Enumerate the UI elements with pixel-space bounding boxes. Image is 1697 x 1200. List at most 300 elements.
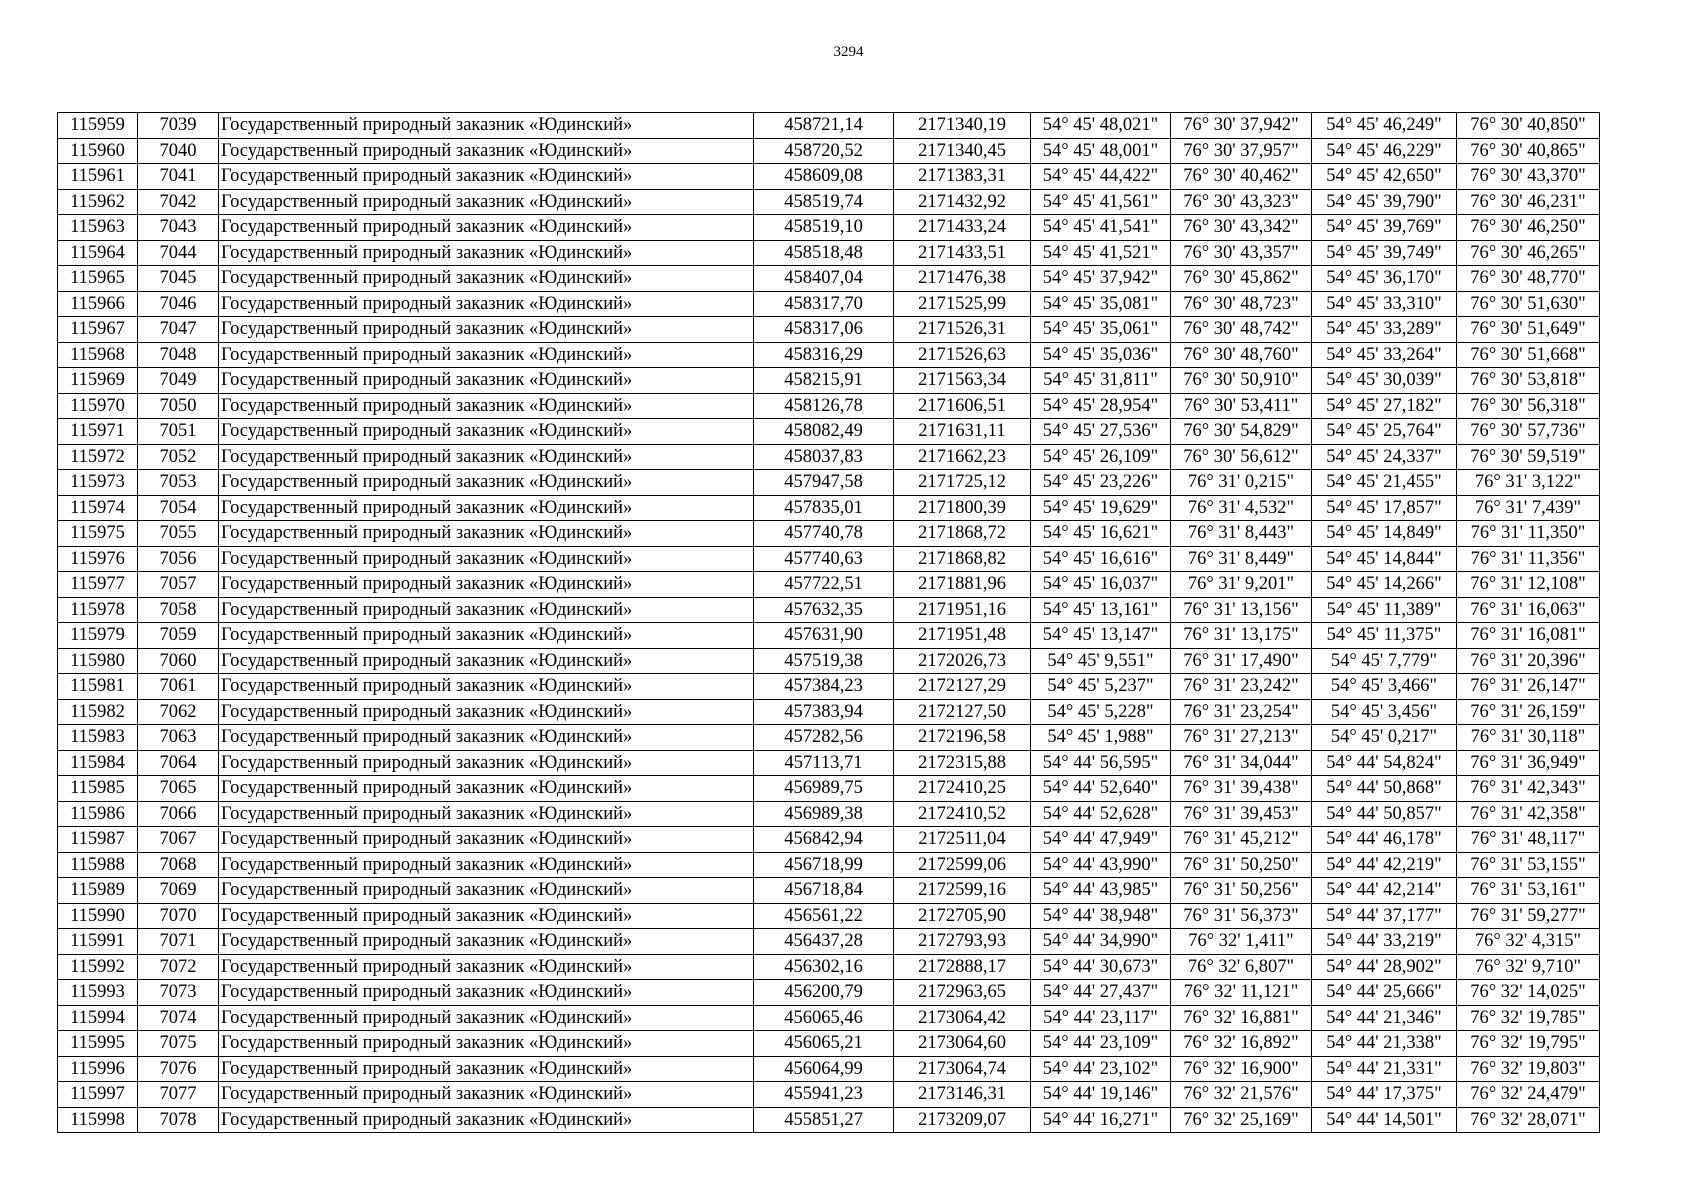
point-number-cell: 7050 xyxy=(138,393,219,419)
longitude-alt-cell: 76° 30' 59,519" xyxy=(1457,444,1600,470)
latitude-alt-cell: 54° 44' 50,857" xyxy=(1312,801,1457,827)
longitude-alt-cell: 76° 32' 14,025" xyxy=(1457,980,1600,1006)
latitude-cell: 54° 44' 16,271" xyxy=(1031,1107,1171,1133)
point-number-cell: 7063 xyxy=(138,725,219,751)
point-id-cell: 115963 xyxy=(58,215,138,241)
longitude-cell: 76° 30' 37,957" xyxy=(1171,138,1312,164)
longitude-alt-cell: 76° 30' 57,736" xyxy=(1457,419,1600,445)
latitude-cell: 54° 45' 48,001" xyxy=(1031,138,1171,164)
longitude-cell: 76° 30' 43,323" xyxy=(1171,189,1312,215)
object-name-cell: Государственный природный заказник «Юдинский» xyxy=(219,1056,754,1082)
point-id-cell: 115981 xyxy=(58,674,138,700)
x-coordinate-cell: 458720,52 xyxy=(754,138,894,164)
object-name-cell: Государственный природный заказник «Юдинский» xyxy=(219,189,754,215)
x-coordinate-cell: 457947,58 xyxy=(754,470,894,496)
latitude-cell: 54° 45' 41,561" xyxy=(1031,189,1171,215)
table-row xyxy=(58,1031,1600,1057)
longitude-alt-cell: 76° 31' 30,118" xyxy=(1457,725,1600,751)
longitude-cell: 76° 32' 11,121" xyxy=(1171,980,1312,1006)
longitude-cell: 76° 32' 21,576" xyxy=(1171,1082,1312,1108)
object-name-cell: Государственный природный заказник «Юдинский» xyxy=(219,495,754,521)
y-coordinate-cell: 2171433,51 xyxy=(894,240,1031,266)
longitude-alt-cell: 76° 31' 7,439" xyxy=(1457,495,1600,521)
point-id-cell: 115989 xyxy=(58,878,138,904)
longitude-alt-cell: 76° 31' 53,161" xyxy=(1457,878,1600,904)
latitude-cell: 54° 45' 35,081" xyxy=(1031,291,1171,317)
latitude-alt-cell: 54° 45' 14,266" xyxy=(1312,572,1457,598)
point-number-cell: 7071 xyxy=(138,929,219,955)
latitude-cell: 54° 45' 48,021" xyxy=(1031,113,1171,139)
longitude-cell: 76° 31' 9,201" xyxy=(1171,572,1312,598)
table-row xyxy=(58,291,1600,317)
y-coordinate-cell: 2172026,73 xyxy=(894,648,1031,674)
point-number-cell: 7068 xyxy=(138,852,219,878)
latitude-cell: 54° 44' 23,117" xyxy=(1031,1005,1171,1031)
latitude-cell: 54° 45' 26,109" xyxy=(1031,444,1171,470)
object-name-cell: Государственный природный заказник «Юдинский» xyxy=(219,699,754,725)
x-coordinate-cell: 457740,63 xyxy=(754,546,894,572)
y-coordinate-cell: 2171951,16 xyxy=(894,597,1031,623)
point-number-cell: 7047 xyxy=(138,317,219,343)
longitude-cell: 76° 31' 13,175" xyxy=(1171,623,1312,649)
object-name-cell: Государственный природный заказник «Юдинский» xyxy=(219,776,754,802)
table-row xyxy=(58,827,1600,853)
longitude-alt-cell: 76° 30' 51,630" xyxy=(1457,291,1600,317)
latitude-cell: 54° 44' 34,990" xyxy=(1031,929,1171,955)
latitude-alt-cell: 54° 44' 42,219" xyxy=(1312,852,1457,878)
longitude-cell: 76° 31' 23,254" xyxy=(1171,699,1312,725)
point-id-cell: 115976 xyxy=(58,546,138,572)
object-name-cell: Государственный природный заказник «Юдинский» xyxy=(219,444,754,470)
latitude-alt-cell: 54° 45' 3,456" xyxy=(1312,699,1457,725)
x-coordinate-cell: 456561,22 xyxy=(754,903,894,929)
longitude-cell: 76° 32' 25,169" xyxy=(1171,1107,1312,1133)
point-number-cell: 7074 xyxy=(138,1005,219,1031)
object-name-cell: Государственный природный заказник «Юдинский» xyxy=(219,393,754,419)
point-number-cell: 7039 xyxy=(138,113,219,139)
longitude-alt-cell: 76° 32' 24,479" xyxy=(1457,1082,1600,1108)
point-id-cell: 115997 xyxy=(58,1082,138,1108)
object-name-cell: Государственный природный заказник «Юдинский» xyxy=(219,317,754,343)
longitude-alt-cell: 76° 30' 40,850" xyxy=(1457,113,1600,139)
y-coordinate-cell: 2172315,88 xyxy=(894,750,1031,776)
longitude-cell: 76° 32' 16,900" xyxy=(1171,1056,1312,1082)
object-name-cell: Государственный природный заказник «Юдинский» xyxy=(219,852,754,878)
table-row xyxy=(58,546,1600,572)
table-row xyxy=(58,1056,1600,1082)
x-coordinate-cell: 457722,51 xyxy=(754,572,894,598)
x-coordinate-cell: 458518,48 xyxy=(754,240,894,266)
longitude-alt-cell: 76° 31' 3,122" xyxy=(1457,470,1600,496)
y-coordinate-cell: 2173209,07 xyxy=(894,1107,1031,1133)
x-coordinate-cell: 458316,29 xyxy=(754,342,894,368)
latitude-cell: 54° 45' 37,942" xyxy=(1031,266,1171,292)
longitude-cell: 76° 30' 37,942" xyxy=(1171,113,1312,139)
y-coordinate-cell: 2172888,17 xyxy=(894,954,1031,980)
point-id-cell: 115975 xyxy=(58,521,138,547)
point-number-cell: 7055 xyxy=(138,521,219,547)
object-name-cell: Государственный природный заказник «Юдинский» xyxy=(219,1005,754,1031)
x-coordinate-cell: 456718,84 xyxy=(754,878,894,904)
latitude-cell: 54° 45' 9,551" xyxy=(1031,648,1171,674)
longitude-alt-cell: 76° 31' 20,396" xyxy=(1457,648,1600,674)
point-number-cell: 7042 xyxy=(138,189,219,215)
latitude-cell: 54° 44' 56,595" xyxy=(1031,750,1171,776)
object-name-cell: Государственный природный заказник «Юдинский» xyxy=(219,521,754,547)
object-name-cell: Государственный природный заказник «Юдинский» xyxy=(219,674,754,700)
y-coordinate-cell: 2172963,65 xyxy=(894,980,1031,1006)
point-number-cell: 7049 xyxy=(138,368,219,394)
longitude-alt-cell: 76° 32' 9,710" xyxy=(1457,954,1600,980)
latitude-cell: 54° 45' 27,536" xyxy=(1031,419,1171,445)
y-coordinate-cell: 2173064,74 xyxy=(894,1056,1031,1082)
latitude-alt-cell: 54° 45' 33,310" xyxy=(1312,291,1457,317)
point-number-cell: 7061 xyxy=(138,674,219,700)
longitude-cell: 76° 32' 16,881" xyxy=(1171,1005,1312,1031)
latitude-alt-cell: 54° 45' 14,844" xyxy=(1312,546,1457,572)
latitude-alt-cell: 54° 45' 17,857" xyxy=(1312,495,1457,521)
point-id-cell: 115982 xyxy=(58,699,138,725)
table-row xyxy=(58,776,1600,802)
longitude-alt-cell: 76° 32' 19,785" xyxy=(1457,1005,1600,1031)
x-coordinate-cell: 456200,79 xyxy=(754,980,894,1006)
table-row xyxy=(58,750,1600,776)
page-number: 3294 xyxy=(833,44,864,60)
latitude-alt-cell: 54° 45' 39,790" xyxy=(1312,189,1457,215)
longitude-alt-cell: 76° 32' 4,315" xyxy=(1457,929,1600,955)
latitude-cell: 54° 45' 16,616" xyxy=(1031,546,1171,572)
point-number-cell: 7060 xyxy=(138,648,219,674)
table-row xyxy=(58,852,1600,878)
latitude-cell: 54° 45' 41,521" xyxy=(1031,240,1171,266)
latitude-alt-cell: 54° 45' 46,229" xyxy=(1312,138,1457,164)
latitude-cell: 54° 44' 27,437" xyxy=(1031,980,1171,1006)
latitude-alt-cell: 54° 45' 27,182" xyxy=(1312,393,1457,419)
table-row xyxy=(58,954,1600,980)
point-number-cell: 7070 xyxy=(138,903,219,929)
longitude-alt-cell: 76° 31' 16,063" xyxy=(1457,597,1600,623)
object-name-cell: Государственный природный заказник «Юдинский» xyxy=(219,266,754,292)
y-coordinate-cell: 2171563,34 xyxy=(894,368,1031,394)
longitude-alt-cell: 76° 30' 51,649" xyxy=(1457,317,1600,343)
point-number-cell: 7067 xyxy=(138,827,219,853)
table-row xyxy=(58,368,1600,394)
object-name-cell: Государственный природный заказник «Юдинский» xyxy=(219,750,754,776)
point-number-cell: 7058 xyxy=(138,597,219,623)
longitude-alt-cell: 76° 31' 59,277" xyxy=(1457,903,1600,929)
longitude-cell: 76° 30' 56,612" xyxy=(1171,444,1312,470)
y-coordinate-cell: 2172127,50 xyxy=(894,699,1031,725)
point-id-cell: 115969 xyxy=(58,368,138,394)
x-coordinate-cell: 458126,78 xyxy=(754,393,894,419)
longitude-cell: 76° 32' 16,892" xyxy=(1171,1031,1312,1057)
x-coordinate-cell: 458037,83 xyxy=(754,444,894,470)
longitude-cell: 76° 31' 50,250" xyxy=(1171,852,1312,878)
latitude-alt-cell: 54° 45' 7,779" xyxy=(1312,648,1457,674)
y-coordinate-cell: 2171725,12 xyxy=(894,470,1031,496)
object-name-cell: Государственный природный заказник «Юдинский» xyxy=(219,215,754,241)
y-coordinate-cell: 2172511,04 xyxy=(894,827,1031,853)
point-id-cell: 115968 xyxy=(58,342,138,368)
longitude-cell: 76° 30' 48,723" xyxy=(1171,291,1312,317)
longitude-cell: 76° 32' 6,807" xyxy=(1171,954,1312,980)
point-number-cell: 7062 xyxy=(138,699,219,725)
object-name-cell: Государственный природный заказник «Юдинский» xyxy=(219,113,754,139)
y-coordinate-cell: 2173064,60 xyxy=(894,1031,1031,1057)
longitude-cell: 76° 31' 8,443" xyxy=(1171,521,1312,547)
table-row xyxy=(58,1107,1600,1133)
table-row xyxy=(58,189,1600,215)
longitude-alt-cell: 76° 31' 42,343" xyxy=(1457,776,1600,802)
latitude-cell: 54° 45' 31,811" xyxy=(1031,368,1171,394)
object-name-cell: Государственный природный заказник «Юдинский» xyxy=(219,827,754,853)
object-name-cell: Государственный природный заказник «Юдинский» xyxy=(219,929,754,955)
latitude-alt-cell: 54° 45' 0,217" xyxy=(1312,725,1457,751)
object-name-cell: Государственный природный заказник «Юдинский» xyxy=(219,597,754,623)
table-row xyxy=(58,648,1600,674)
coordinates-table xyxy=(57,112,1600,1133)
latitude-cell: 54° 45' 13,161" xyxy=(1031,597,1171,623)
x-coordinate-cell: 455851,27 xyxy=(754,1107,894,1133)
longitude-alt-cell: 76° 30' 53,818" xyxy=(1457,368,1600,394)
x-coordinate-cell: 455941,23 xyxy=(754,1082,894,1108)
point-number-cell: 7073 xyxy=(138,980,219,1006)
latitude-alt-cell: 54° 44' 37,177" xyxy=(1312,903,1457,929)
table-row xyxy=(58,342,1600,368)
object-name-cell: Государственный природный заказник «Юдинский» xyxy=(219,801,754,827)
latitude-alt-cell: 54° 45' 25,764" xyxy=(1312,419,1457,445)
point-id-cell: 115966 xyxy=(58,291,138,317)
point-id-cell: 115978 xyxy=(58,597,138,623)
latitude-alt-cell: 54° 44' 21,346" xyxy=(1312,1005,1457,1031)
y-coordinate-cell: 2173064,42 xyxy=(894,1005,1031,1031)
longitude-alt-cell: 76° 31' 42,358" xyxy=(1457,801,1600,827)
table-row xyxy=(58,878,1600,904)
longitude-alt-cell: 76° 30' 56,318" xyxy=(1457,393,1600,419)
x-coordinate-cell: 458082,49 xyxy=(754,419,894,445)
latitude-cell: 54° 45' 5,237" xyxy=(1031,674,1171,700)
table-row xyxy=(58,113,1600,139)
x-coordinate-cell: 458519,74 xyxy=(754,189,894,215)
latitude-alt-cell: 54° 45' 42,650" xyxy=(1312,164,1457,190)
longitude-cell: 76° 31' 17,490" xyxy=(1171,648,1312,674)
longitude-cell: 76° 30' 43,357" xyxy=(1171,240,1312,266)
y-coordinate-cell: 2171340,19 xyxy=(894,113,1031,139)
y-coordinate-cell: 2172410,25 xyxy=(894,776,1031,802)
x-coordinate-cell: 456302,16 xyxy=(754,954,894,980)
x-coordinate-cell: 456718,99 xyxy=(754,852,894,878)
table-row xyxy=(58,495,1600,521)
x-coordinate-cell: 458609,08 xyxy=(754,164,894,190)
object-name-cell: Государственный природный заказник «Юдинский» xyxy=(219,342,754,368)
point-number-cell: 7077 xyxy=(138,1082,219,1108)
latitude-cell: 54° 45' 35,036" xyxy=(1031,342,1171,368)
longitude-cell: 76° 31' 27,213" xyxy=(1171,725,1312,751)
table-row xyxy=(58,1082,1600,1108)
x-coordinate-cell: 456989,38 xyxy=(754,801,894,827)
point-id-cell: 115973 xyxy=(58,470,138,496)
table-row xyxy=(58,1005,1600,1031)
y-coordinate-cell: 2171868,72 xyxy=(894,521,1031,547)
point-id-cell: 115970 xyxy=(58,393,138,419)
object-name-cell: Государственный природный заказник «Юдинский» xyxy=(219,240,754,266)
x-coordinate-cell: 456065,46 xyxy=(754,1005,894,1031)
table-row xyxy=(58,393,1600,419)
point-number-cell: 7053 xyxy=(138,470,219,496)
table-row xyxy=(58,419,1600,445)
table-row xyxy=(58,444,1600,470)
point-id-cell: 115979 xyxy=(58,623,138,649)
object-name-cell: Государственный природный заказник «Юдинский» xyxy=(219,954,754,980)
y-coordinate-cell: 2171432,92 xyxy=(894,189,1031,215)
latitude-alt-cell: 54° 44' 25,666" xyxy=(1312,980,1457,1006)
point-id-cell: 115959 xyxy=(58,113,138,139)
y-coordinate-cell: 2171526,31 xyxy=(894,317,1031,343)
point-id-cell: 115988 xyxy=(58,852,138,878)
object-name-cell: Государственный природный заказник «Юдинский» xyxy=(219,903,754,929)
latitude-cell: 54° 44' 19,146" xyxy=(1031,1082,1171,1108)
point-number-cell: 7057 xyxy=(138,572,219,598)
object-name-cell: Государственный природный заказник «Юдинский» xyxy=(219,1107,754,1133)
point-number-cell: 7065 xyxy=(138,776,219,802)
table-row xyxy=(58,215,1600,241)
latitude-alt-cell: 54° 45' 30,039" xyxy=(1312,368,1457,394)
table-body xyxy=(58,113,1600,1133)
longitude-cell: 76° 31' 39,453" xyxy=(1171,801,1312,827)
longitude-alt-cell: 76° 31' 11,356" xyxy=(1457,546,1600,572)
point-id-cell: 115986 xyxy=(58,801,138,827)
point-id-cell: 115984 xyxy=(58,750,138,776)
table-row xyxy=(58,597,1600,623)
y-coordinate-cell: 2172196,58 xyxy=(894,725,1031,751)
object-name-cell: Государственный природный заказник «Юдинский» xyxy=(219,980,754,1006)
latitude-alt-cell: 54° 45' 21,455" xyxy=(1312,470,1457,496)
longitude-alt-cell: 76° 31' 26,159" xyxy=(1457,699,1600,725)
point-number-cell: 7054 xyxy=(138,495,219,521)
x-coordinate-cell: 456842,94 xyxy=(754,827,894,853)
longitude-alt-cell: 76° 31' 12,108" xyxy=(1457,572,1600,598)
y-coordinate-cell: 2171951,48 xyxy=(894,623,1031,649)
longitude-alt-cell: 76° 32' 19,803" xyxy=(1457,1056,1600,1082)
object-name-cell: Государственный природный заказник «Юдинский» xyxy=(219,138,754,164)
x-coordinate-cell: 457282,56 xyxy=(754,725,894,751)
longitude-cell: 76° 31' 4,532" xyxy=(1171,495,1312,521)
latitude-alt-cell: 54° 44' 21,338" xyxy=(1312,1031,1457,1057)
point-id-cell: 115980 xyxy=(58,648,138,674)
y-coordinate-cell: 2172410,52 xyxy=(894,801,1031,827)
latitude-alt-cell: 54° 45' 11,389" xyxy=(1312,597,1457,623)
latitude-cell: 54° 45' 28,954" xyxy=(1031,393,1171,419)
y-coordinate-cell: 2171476,38 xyxy=(894,266,1031,292)
object-name-cell: Государственный природный заказник «Юдинский» xyxy=(219,648,754,674)
latitude-cell: 54° 44' 30,673" xyxy=(1031,954,1171,980)
object-name-cell: Государственный природный заказник «Юдинский» xyxy=(219,419,754,445)
longitude-cell: 76° 30' 50,910" xyxy=(1171,368,1312,394)
x-coordinate-cell: 458519,10 xyxy=(754,215,894,241)
longitude-alt-cell: 76° 30' 46,250" xyxy=(1457,215,1600,241)
latitude-cell: 54° 44' 52,628" xyxy=(1031,801,1171,827)
latitude-cell: 54° 45' 5,228" xyxy=(1031,699,1171,725)
point-number-cell: 7040 xyxy=(138,138,219,164)
point-id-cell: 115983 xyxy=(58,725,138,751)
longitude-alt-cell: 76° 30' 46,265" xyxy=(1457,240,1600,266)
point-id-cell: 115964 xyxy=(58,240,138,266)
longitude-cell: 76° 31' 56,373" xyxy=(1171,903,1312,929)
longitude-cell: 76° 31' 23,242" xyxy=(1171,674,1312,700)
table-row xyxy=(58,801,1600,827)
y-coordinate-cell: 2172599,06 xyxy=(894,852,1031,878)
latitude-alt-cell: 54° 44' 17,375" xyxy=(1312,1082,1457,1108)
longitude-cell: 76° 31' 50,256" xyxy=(1171,878,1312,904)
point-id-cell: 115992 xyxy=(58,954,138,980)
x-coordinate-cell: 456065,21 xyxy=(754,1031,894,1057)
latitude-cell: 54° 44' 43,985" xyxy=(1031,878,1171,904)
point-number-cell: 7076 xyxy=(138,1056,219,1082)
point-id-cell: 115990 xyxy=(58,903,138,929)
x-coordinate-cell: 456064,99 xyxy=(754,1056,894,1082)
point-id-cell: 115974 xyxy=(58,495,138,521)
latitude-alt-cell: 54° 44' 42,214" xyxy=(1312,878,1457,904)
latitude-cell: 54° 44' 23,109" xyxy=(1031,1031,1171,1057)
point-id-cell: 115994 xyxy=(58,1005,138,1031)
y-coordinate-cell: 2173146,31 xyxy=(894,1082,1031,1108)
point-id-cell: 115961 xyxy=(58,164,138,190)
point-id-cell: 115960 xyxy=(58,138,138,164)
latitude-cell: 54° 45' 16,621" xyxy=(1031,521,1171,547)
table-row xyxy=(58,674,1600,700)
longitude-cell: 76° 30' 48,742" xyxy=(1171,317,1312,343)
x-coordinate-cell: 458721,14 xyxy=(754,113,894,139)
x-coordinate-cell: 458215,91 xyxy=(754,368,894,394)
point-number-cell: 7051 xyxy=(138,419,219,445)
latitude-alt-cell: 54° 45' 24,337" xyxy=(1312,444,1457,470)
latitude-alt-cell: 54° 45' 33,264" xyxy=(1312,342,1457,368)
table-row xyxy=(58,929,1600,955)
latitude-alt-cell: 54° 45' 33,289" xyxy=(1312,317,1457,343)
object-name-cell: Государственный природный заказник «Юдинский» xyxy=(219,878,754,904)
point-number-cell: 7069 xyxy=(138,878,219,904)
point-id-cell: 115996 xyxy=(58,1056,138,1082)
object-name-cell: Государственный природный заказник «Юдинский» xyxy=(219,368,754,394)
latitude-cell: 54° 44' 47,949" xyxy=(1031,827,1171,853)
table-row xyxy=(58,470,1600,496)
y-coordinate-cell: 2172705,90 xyxy=(894,903,1031,929)
longitude-alt-cell: 76° 31' 26,147" xyxy=(1457,674,1600,700)
y-coordinate-cell: 2171433,24 xyxy=(894,215,1031,241)
longitude-alt-cell: 76° 31' 36,949" xyxy=(1457,750,1600,776)
latitude-cell: 54° 45' 1,988" xyxy=(1031,725,1171,751)
latitude-cell: 54° 44' 52,640" xyxy=(1031,776,1171,802)
longitude-alt-cell: 76° 30' 43,370" xyxy=(1457,164,1600,190)
longitude-alt-cell: 76° 32' 28,071" xyxy=(1457,1107,1600,1133)
object-name-cell: Государственный природный заказник «Юдинский» xyxy=(219,572,754,598)
table-row xyxy=(58,699,1600,725)
point-number-cell: 7066 xyxy=(138,801,219,827)
longitude-alt-cell: 76° 30' 40,865" xyxy=(1457,138,1600,164)
latitude-cell: 54° 45' 19,629" xyxy=(1031,495,1171,521)
longitude-cell: 76° 30' 53,411" xyxy=(1171,393,1312,419)
point-id-cell: 115998 xyxy=(58,1107,138,1133)
point-number-cell: 7048 xyxy=(138,342,219,368)
longitude-alt-cell: 76° 30' 46,231" xyxy=(1457,189,1600,215)
x-coordinate-cell: 457740,78 xyxy=(754,521,894,547)
y-coordinate-cell: 2171800,39 xyxy=(894,495,1031,521)
longitude-cell: 76° 30' 54,829" xyxy=(1171,419,1312,445)
longitude-cell: 76° 31' 0,215" xyxy=(1171,470,1312,496)
y-coordinate-cell: 2172793,93 xyxy=(894,929,1031,955)
latitude-alt-cell: 54° 45' 3,466" xyxy=(1312,674,1457,700)
longitude-cell: 76° 30' 43,342" xyxy=(1171,215,1312,241)
